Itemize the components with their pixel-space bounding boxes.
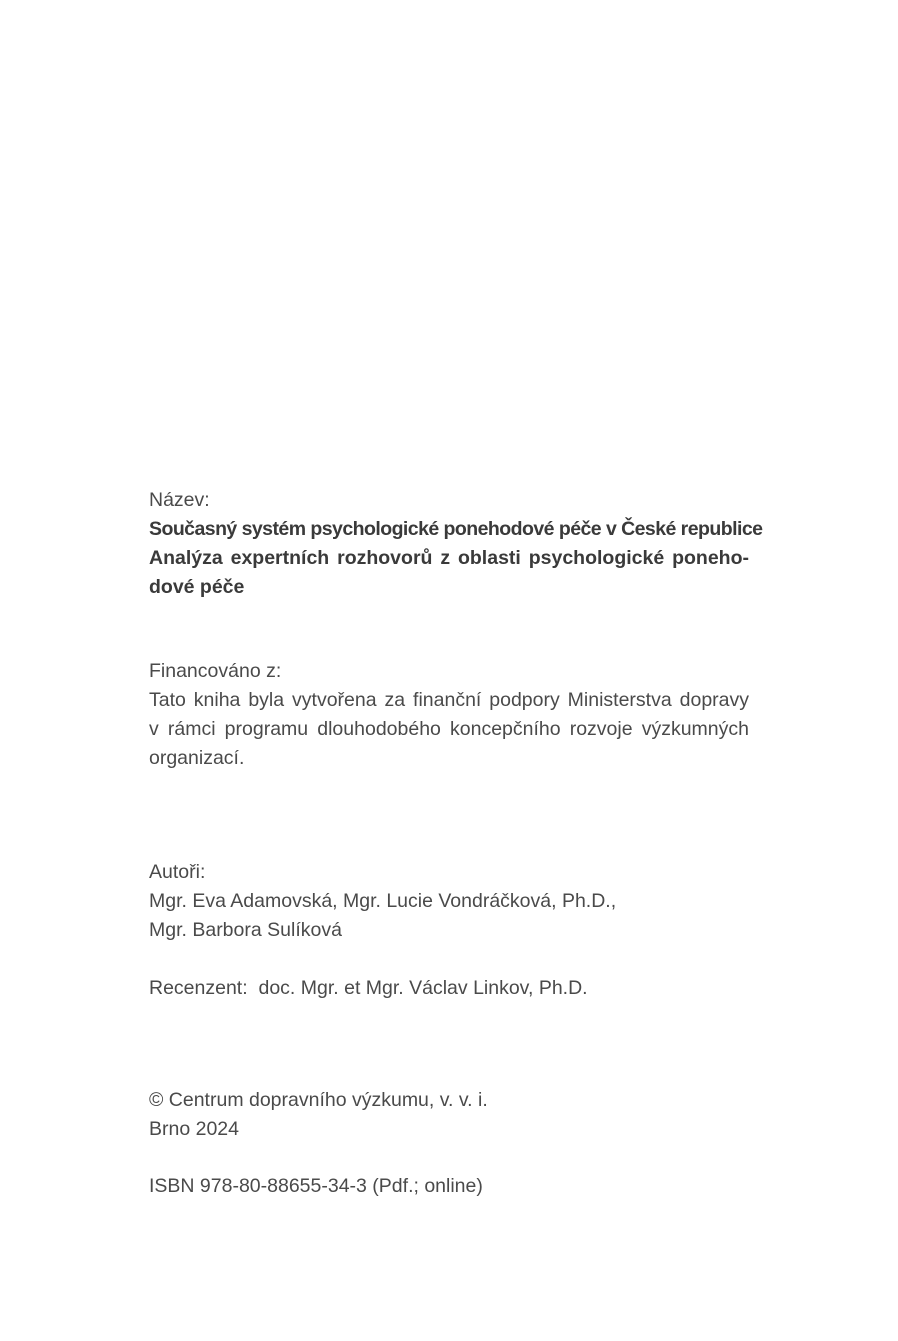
title-section bbox=[149, 486, 763, 602]
authors-line1: Mgr. Eva Adamovská, Mgr. Lucie Vondráčková, Ph.D., bbox=[149, 890, 617, 912]
funding-text-line1: Tato kniha byla vytvořena za finanční podpory Ministerstva dopravy bbox=[149, 689, 749, 711]
copyright-line: © Centrum dopravního výzkumu, v. v. i. bbox=[149, 1089, 488, 1111]
copyright-section bbox=[149, 1086, 749, 1144]
funding-section bbox=[149, 657, 749, 773]
isbn-section bbox=[149, 1172, 749, 1201]
authors-line2: Mgr. Barbora Sulíková bbox=[149, 919, 342, 941]
reviewer-text: Recenzent: doc. Mgr. et Mgr. Václav Linkov, Ph.D. bbox=[149, 977, 588, 999]
book-title: Současný systém psychologické ponehodové péče v České republice bbox=[149, 518, 763, 540]
authors-section bbox=[149, 858, 749, 945]
funding-text-line3: organizací. bbox=[149, 747, 245, 769]
isbn-text: ISBN 978-80-88655-34-3 (Pdf.; online) bbox=[149, 1175, 483, 1197]
authors-label: Autoři: bbox=[149, 861, 206, 883]
book-subtitle-line1: Analýza expertních rozhovorů z oblasti psychologické poneho- bbox=[149, 547, 749, 569]
book-subtitle-line2: dové péče bbox=[149, 576, 245, 598]
reviewer-section bbox=[149, 974, 749, 1003]
imprint-page bbox=[149, 486, 763, 1201]
funding-text-line2: v rámci programu dlouhodobého koncepčního rozvoje výzkumných bbox=[149, 718, 749, 740]
funding-label: Financováno z: bbox=[149, 660, 282, 682]
title-label: Název: bbox=[149, 489, 210, 511]
place-year: Brno 2024 bbox=[149, 1118, 239, 1140]
